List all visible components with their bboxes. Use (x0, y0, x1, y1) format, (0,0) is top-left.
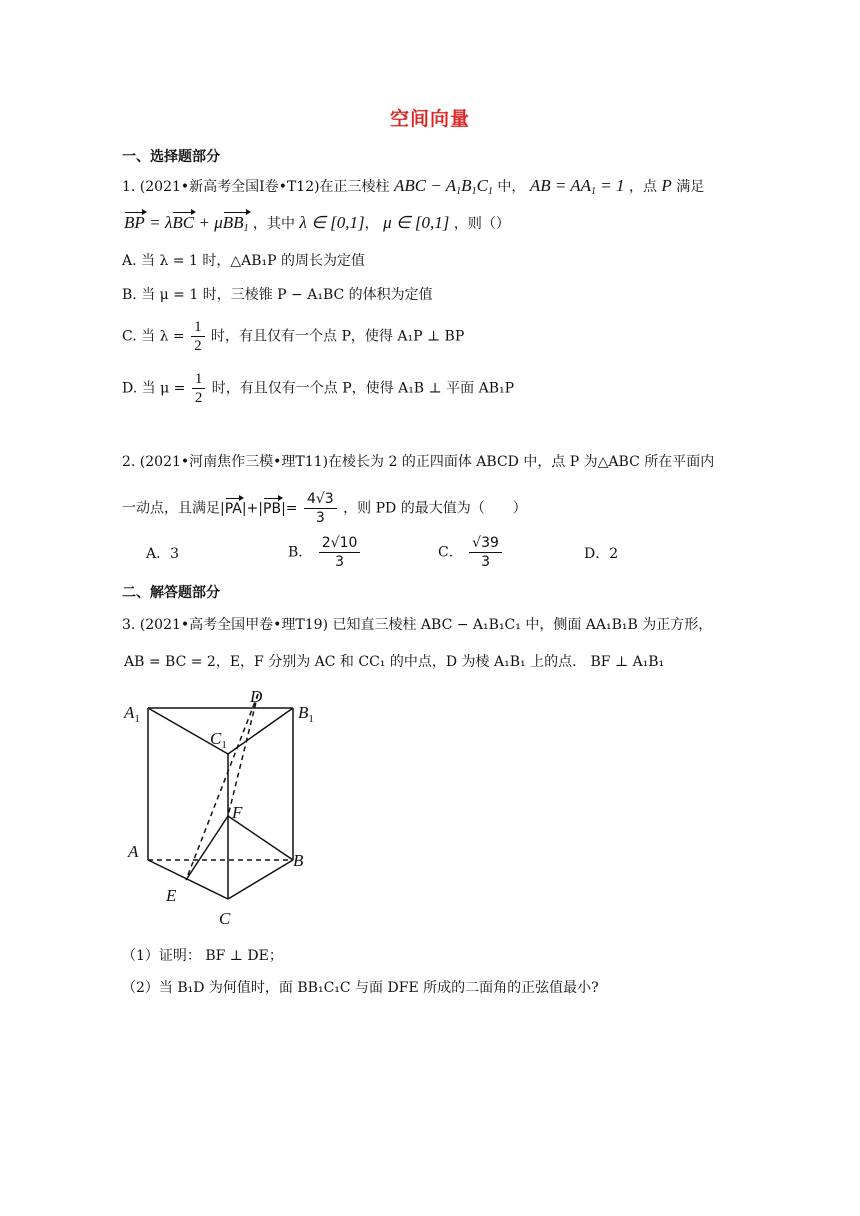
fraction-4-root3-over-3: $\frac{4√3}{3}$ (304, 490, 337, 527)
fraction-one-half: $\frac{1}{2}$ (192, 370, 206, 407)
q1-intro: 1. (2021•新高考全国Ⅰ卷•T12)在正三棱柱 (122, 179, 390, 195)
q1-option-d-post: 时，有且仅有一个点 P，使得 A₁B ⊥ 平面 AB₁P (211, 380, 515, 397)
section-heading-answer: 二、解答题部分 (122, 585, 220, 601)
label-c: C (219, 909, 231, 928)
vector-bb1: $BB_1$ (222, 213, 249, 234)
label-e: E (166, 886, 177, 905)
segment-f-e (186, 816, 228, 880)
q2-line1: 2. (2021•河南焦作三模•理T11)在棱长为 2 的正四面体 ABCD 中，点 P 为△ABC 所在平面内 (122, 454, 715, 470)
label-d: D (250, 687, 263, 706)
q2-line2 (122, 490, 527, 527)
q2-option-b (288, 534, 362, 571)
label-b: B (293, 851, 304, 870)
q3-line2: AB = BC = 2，E，F 分别为 AC 和 CC₁ 的中点，D 为棱 A₁B₁ 上的点． BF ⊥ A₁B₁ (124, 654, 665, 670)
q1-option-d-pre: D. 当 μ = (122, 380, 186, 397)
prism-figure (118, 684, 338, 934)
q2-mid: |+| (241, 500, 264, 517)
label-f: F (232, 803, 243, 822)
q1-eq: = λ (149, 213, 173, 232)
label-a: A (128, 842, 139, 861)
vector-bc: BC (172, 213, 195, 232)
fraction-2-root10-over-3: $\frac{2√10}{3}$ (319, 534, 361, 571)
q1-point-p: P (661, 176, 672, 195)
q1-cond-text: 中， (497, 179, 526, 195)
page-title: 空间向量 (389, 108, 470, 130)
q1-where: ，其中 (253, 216, 296, 232)
vector-pb: PB (263, 500, 282, 517)
fraction-one-half: $\frac{1}{2}$ (191, 318, 205, 355)
hidden-segment-d-f (228, 694, 258, 816)
q1-plus: + μ (198, 213, 223, 232)
q1-cond-math: AB = $AA_1 = 1$ (529, 176, 625, 197)
vector-pa: PA (224, 500, 242, 517)
q1-lambda-range: λ ∈ [0,1] (299, 213, 365, 232)
label-b1: $B_1$ (298, 703, 314, 725)
edge-b-c (228, 860, 293, 899)
q1-option-a: A. 当 λ = 1 时，△AB₁P 的周长为定值 (122, 253, 365, 269)
q2-option-d: D．2 (584, 546, 619, 562)
q1-option-d (122, 370, 514, 407)
hidden-segment-d-e (186, 694, 258, 880)
q2-option-b-label: B． (288, 544, 313, 561)
q3-line1: 3. (2021•高考全国甲卷•理T19) 已知直三棱柱 ABC − A₁B₁C₁ 中，侧面 AA₁B₁B 为正方形， (122, 617, 713, 633)
q1-option-c-post: 时，有且仅有一个点 P，使得 A₁P ⊥ BP (211, 328, 465, 345)
q2-eq: |= (281, 500, 298, 517)
q1-point-text: ，点 (628, 179, 657, 195)
segment-f-b (228, 816, 293, 860)
edge-a-c (148, 860, 228, 899)
q2-option-a: A．3 (146, 546, 180, 562)
q2-option-c-label: C． (438, 544, 463, 561)
q1-mu-range: μ ∈ [0,1] (383, 213, 450, 232)
q2-line2-post: ，则 PD 的最大值为（ ） (343, 500, 527, 517)
q3-part2: （2）当 B₁D 为何值时，面 BB₁C₁C 与面 DFE 所成的二面角的正弦值最小? (122, 980, 599, 996)
q1-prism: ABC − $A_1B_1C_1$ (394, 176, 493, 197)
q1-line1 (122, 176, 704, 197)
q1-line2: BP = λBC + μBB$_1$ ，其中 λ ∈ [0,1]， μ ∈ [0,1] ，则（） (124, 213, 510, 234)
q3-part1: （1）证明： BF ⊥ DE； (122, 948, 283, 964)
q2-option-c (438, 534, 504, 571)
vector-bp: BP (124, 213, 145, 232)
section-heading-choice: 一、选择题部分 (122, 149, 220, 165)
q1-option-c (122, 318, 464, 355)
label-a1: $A_1$ (124, 703, 140, 725)
q1-then: ，则（） (453, 216, 510, 232)
q1-option-b: B. 当 μ = 1 时，三棱锥 P − A₁BC 的体积为定值 (122, 287, 433, 303)
fraction-root39-over-3: $\frac{√39}{3}$ (469, 534, 502, 571)
q2-line2-pre: 一动点，且满足| (122, 500, 225, 517)
label-c1: $C_1$ (210, 729, 227, 751)
q1-satisfy: 满足 (676, 179, 705, 195)
q1-option-c-pre: C. 当 λ = (122, 328, 185, 345)
